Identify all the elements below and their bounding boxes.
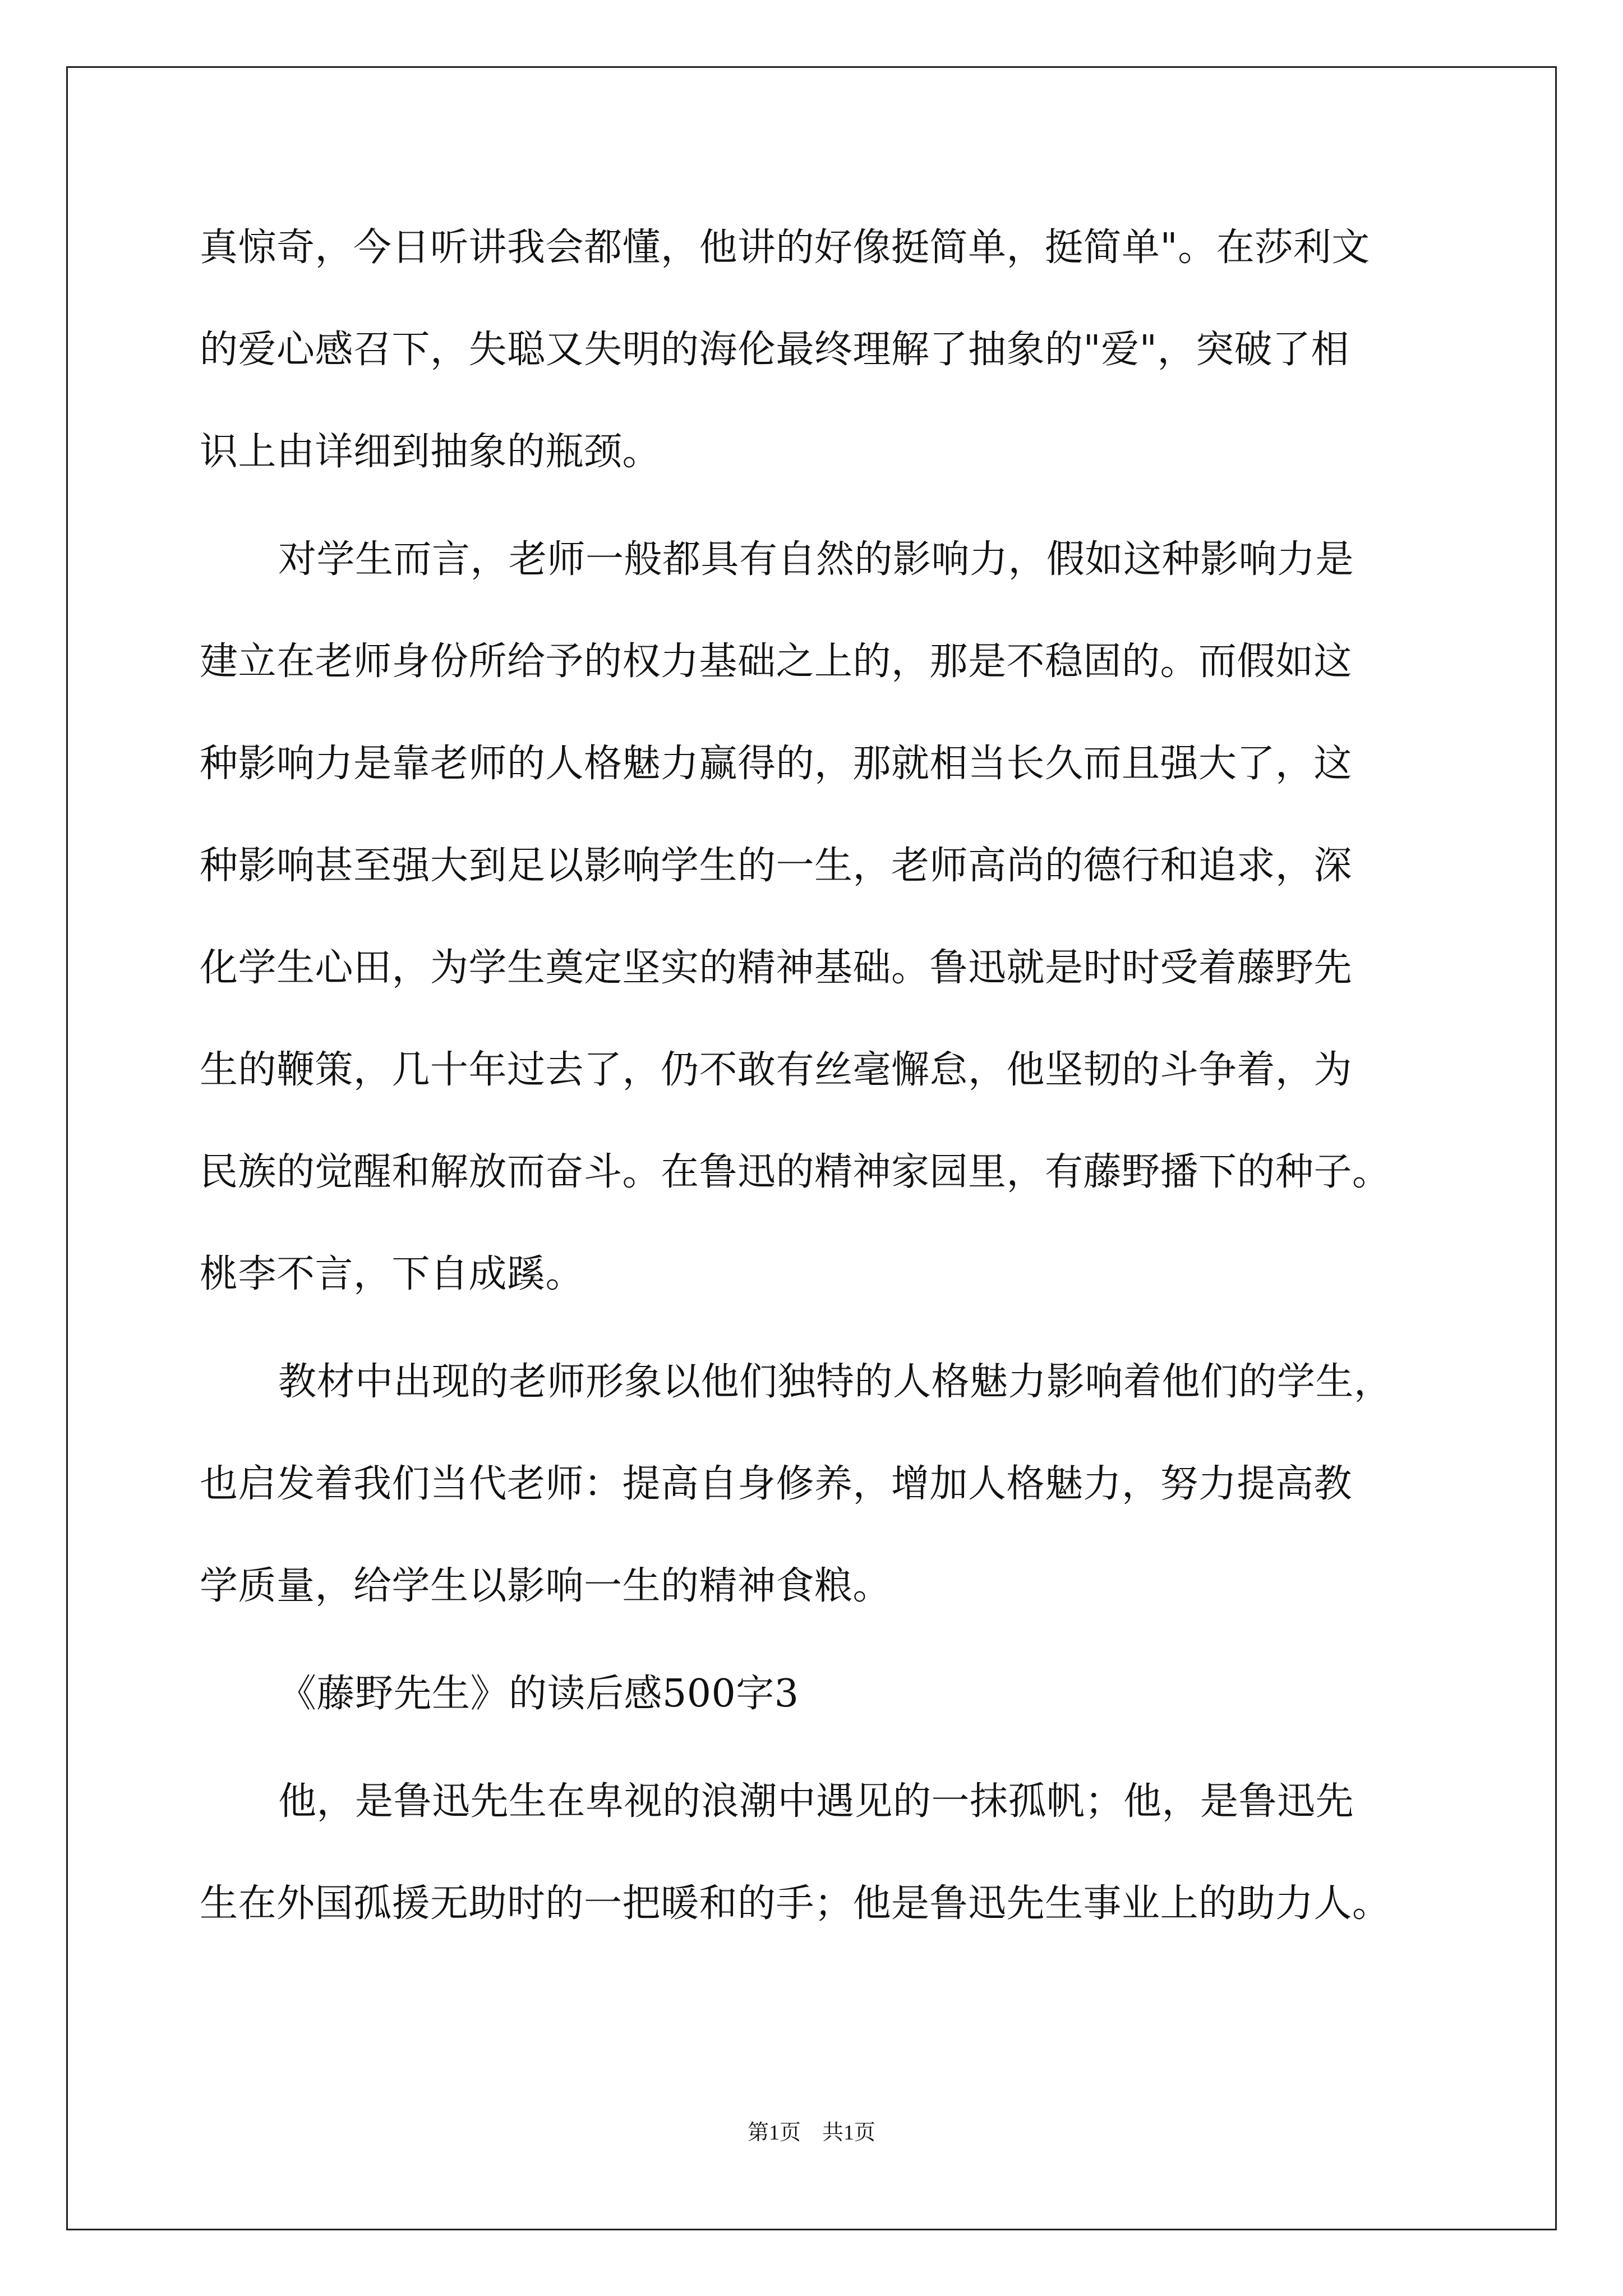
text-line: 学质量，给学生以影响一生的精神食粮。	[200, 1564, 892, 1608]
text-line: 生的鞭策，几十年过去了，仍不敢有丝毫懈怠，他坚韧的斗争着，为	[200, 1048, 1353, 1092]
text-line: 也启发着我们当代老师：提高自身修养，增加人格魅力，努力提高教	[200, 1462, 1353, 1506]
paragraph-start-line: 教材中出现的老师形象以他们独特的人格魅力影响着他们的学生，	[278, 1360, 1393, 1404]
text-line: 化学生心田，为学生奠定坚实的精神基础。鲁迅就是时时受着藤野先	[200, 946, 1353, 990]
text-line: 桃李不言，下自成蹊。	[200, 1252, 584, 1296]
text-line: 民族的觉醒和解放而奋斗。在鲁迅的精神家园里，有藤野播下的种子。	[200, 1150, 1391, 1194]
paragraph-start-line: 对学生而言，老师一般都具有自然的影响力，假如这种影响力是	[278, 537, 1354, 582]
text-line: 真惊奇，今日听讲我会都懂，他讲的好像挺简单，挺简单"。在莎利文	[200, 226, 1370, 270]
text-line: 生在外国孤援无助时的一把暖和的手；他是鲁迅先生事业上的助力人。	[200, 1881, 1391, 1926]
text-line: 识上由详细到抽象的瓶颈。	[200, 430, 661, 474]
text-line: 建立在老师身份所给予的权力基础之上的，那是不稳固的。而假如这	[200, 639, 1353, 684]
text-line: 的爱心感召下，失聪又失明的海伦最终理解了抽象的"爱"，突破了相	[200, 328, 1350, 372]
page-number-footer: 第1页 共1页	[747, 2121, 875, 2145]
section-heading: 《藤野先生》的读后感500字3	[278, 1672, 799, 1716]
text-line: 种影响甚至强大到足以影响学生的一生，老师高尚的德行和追求，深	[200, 844, 1353, 888]
paragraph-start-line: 他，是鲁迅先生在卑视的浪潮中遇见的一抹孤帆；他，是鲁迅先	[278, 1779, 1354, 1824]
text-line: 种影响力是靠老师的人格魅力赢得的，那就相当长久而且强大了，这	[200, 742, 1353, 786]
